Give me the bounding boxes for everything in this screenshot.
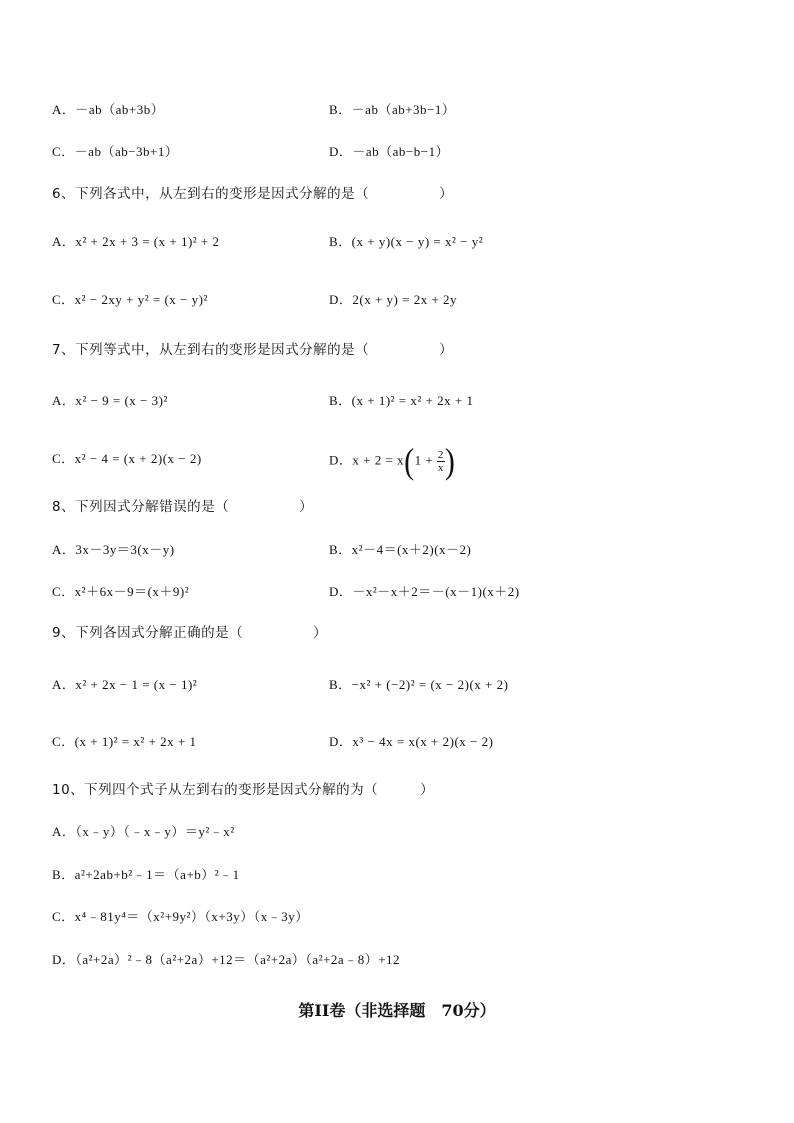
q7-option-c: C．x² − 4 = (x + 2)(x − 2) — [52, 451, 202, 466]
section-title: 第II卷（非选择题 70分） — [298, 1001, 496, 1020]
q9-option-a: A．x² + 2x − 1 = (x − 1)² — [52, 677, 198, 692]
q7-option-d — [329, 441, 456, 481]
q6-stem: 6、下列各式中，从左到右的变形是因式分解的是（ ） — [52, 186, 454, 202]
q8-option-d: D．－x²－x＋2＝－(x－1)(x＋2) — [329, 584, 520, 599]
q8-stem: 8、下列因式分解错误的是（ ） — [52, 499, 314, 515]
q6-option-c: C．x² − 2xy + y² = (x − y)² — [52, 292, 208, 307]
q7-option-d-prefix: D．x + 2 = x — [329, 452, 405, 468]
q10-option-a: A．（x﹣y）（﹣x﹣y）＝y²﹣x² — [52, 824, 235, 839]
q8-option-b: B．x²－4＝(x＋2)(x－2) — [329, 542, 472, 557]
q5-option-a: A．－ab（ab+3b） — [52, 102, 165, 117]
q6-option-b: B．(x + y)(x − y) = x² − y² — [329, 234, 484, 249]
q10-option-b: B．a²+2ab+b²﹣1＝（a+b）²﹣1 — [52, 867, 240, 882]
q10-option-c: C．x⁴﹣81y⁴＝（x²+9y²）（x+3y）（x﹣3y） — [52, 909, 309, 924]
fraction — [437, 449, 445, 474]
q6-option-d: D．2(x + y) = 2x + 2y — [329, 292, 458, 307]
q7-option-d-one: 1 + — [414, 452, 434, 468]
q8-option-a: A．3x－3y＝3(x－y) — [52, 542, 175, 557]
q5-option-d: D．－ab（ab−b−1） — [329, 144, 450, 159]
fraction-denominator: x — [437, 462, 444, 474]
q5-option-b: B．－ab（ab+3b−1） — [329, 102, 456, 117]
q5-option-c: C．－ab（ab−3b+1） — [52, 144, 179, 159]
q6-option-a: A．x² + 2x + 3 = (x + 1)² + 2 — [52, 234, 220, 249]
q7-option-a: A．x² − 9 = (x − 3)² — [52, 393, 168, 408]
q9-stem: 9、下列各因式分解正确的是（ ） — [52, 625, 328, 641]
fraction-numerator: 2 — [437, 449, 444, 461]
q10-option-d: D．（a²+2a）²﹣8（a²+2a）+12＝（a²+2a）（a²+2a﹣8）+12 — [52, 952, 401, 967]
left-paren: ( — [404, 441, 415, 481]
q8-option-c: C．x²＋6x－9＝(x＋9)² — [52, 584, 190, 599]
q9-option-b: B．−x² + (−2)² = (x − 2)(x + 2) — [329, 677, 509, 692]
q9-option-d: D．x³ − 4x = x(x + 2)(x − 2) — [329, 734, 494, 749]
q10-stem: 10、下列四个式子从左到右的变形是因式分解的为（ ） — [52, 782, 435, 798]
q7-option-b: B．(x + 1)² = x² + 2x + 1 — [329, 393, 474, 408]
q9-option-c: C．(x + 1)² = x² + 2x + 1 — [52, 734, 197, 749]
right-paren: ) — [444, 441, 456, 481]
q7-stem: 7、下列等式中，从左到右的变形是因式分解的是（ ） — [52, 342, 454, 358]
